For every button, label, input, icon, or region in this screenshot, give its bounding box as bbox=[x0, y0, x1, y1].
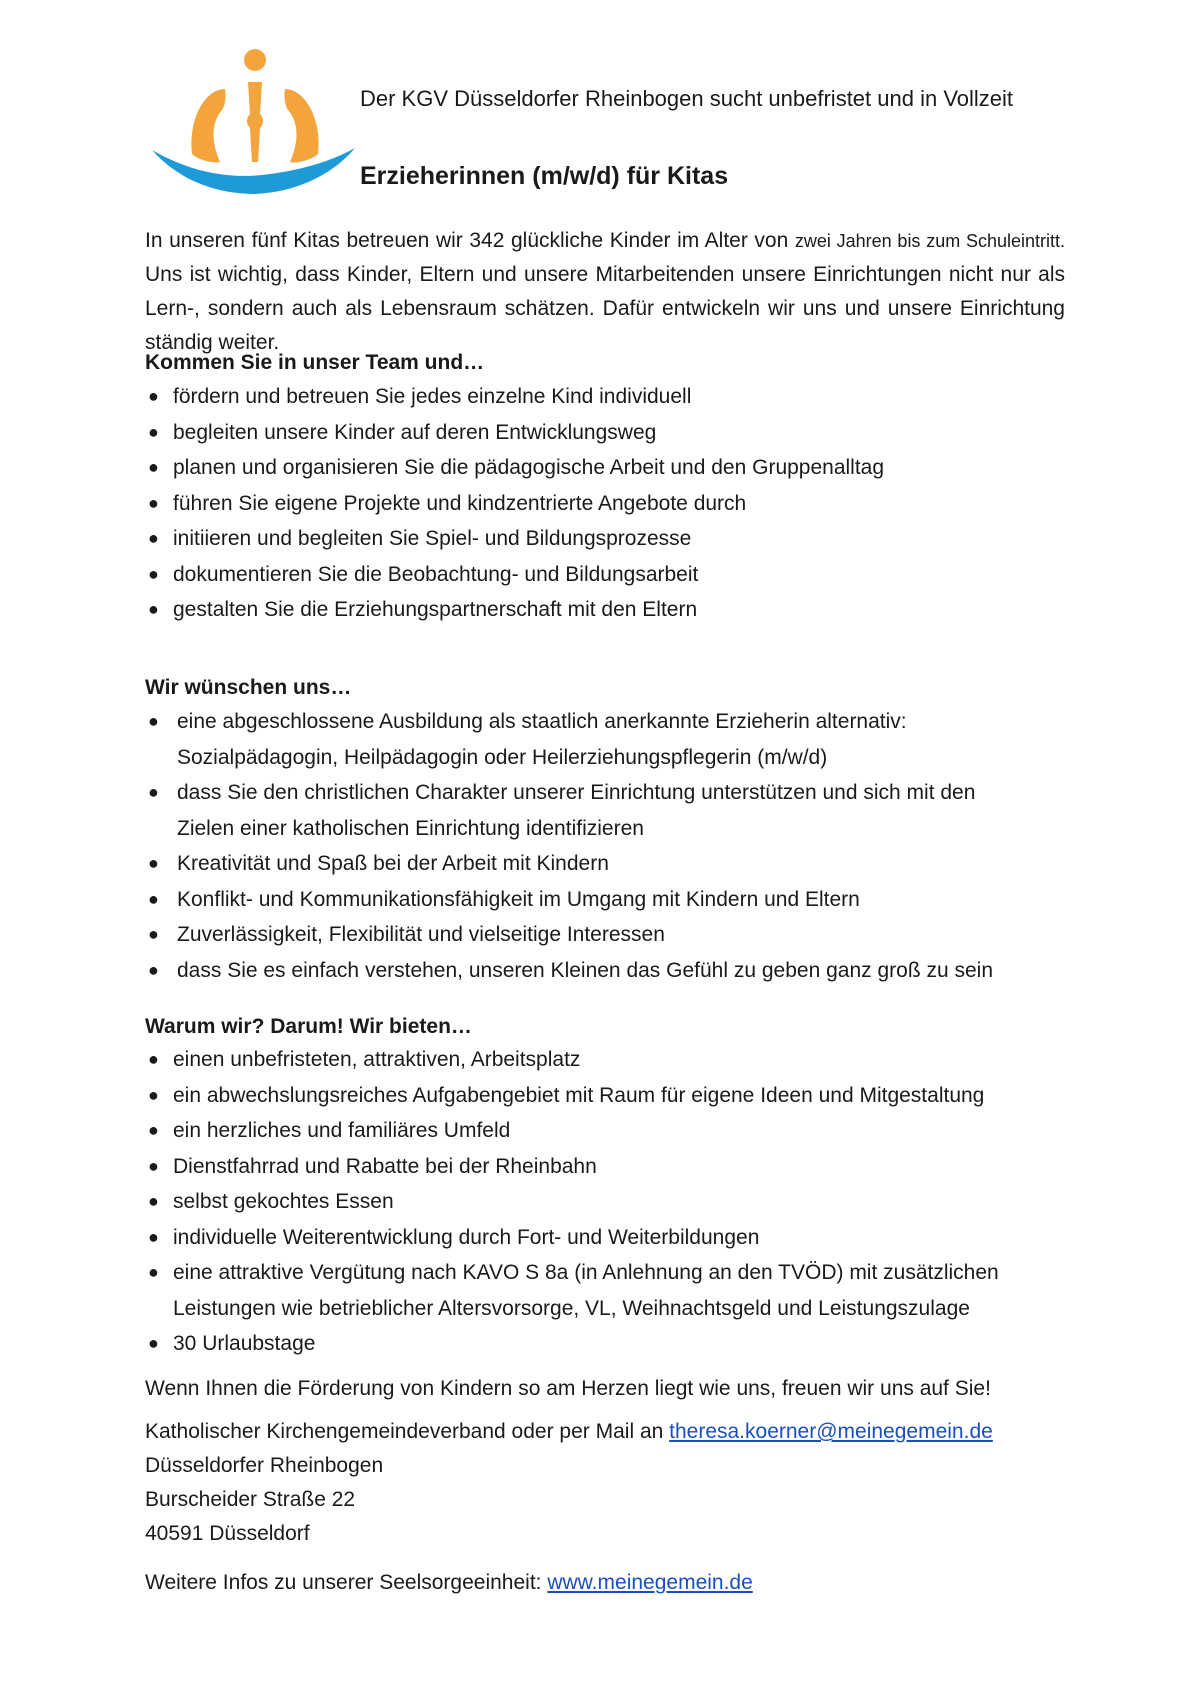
list-item: ● fördern und betreuen Sie jedes einzelne Kind individuell bbox=[145, 379, 1075, 415]
list-item: ● eine abgeschlossene Ausbildung als staatlich anerkannte Erzieherin alternativ: Sozialpädagogin, Heilpädagogin oder Heilerziehungspflegerin (m/w/d) bbox=[145, 704, 1075, 775]
list-item: ● 30 Urlaubstage bbox=[145, 1326, 1075, 1362]
list-item: ● führen Sie eigene Projekte und kindzentrierte Angebote durch bbox=[145, 486, 1075, 522]
list-item: ● dass Sie es einfach verstehen, unseren Kleinen das Gefühl zu geben ganz groß zu sein bbox=[145, 953, 1075, 989]
list-item: ● eine attraktive Vergütung nach KAVO S 8a (in Anlehnung an den TVÖD) mit zusätzlichen Leistungen wie betrieblicher Altersvorsorge, VL, Weihnachtsgeld und Leistungszulage bbox=[145, 1255, 1075, 1326]
intro-paragraph bbox=[145, 224, 1065, 360]
bullet-icon: ● bbox=[148, 1226, 159, 1247]
list-item: ● individuelle Weiterentwicklung durch Fort- und Weiterbildungen bbox=[145, 1220, 1075, 1256]
logo-right-hand bbox=[284, 89, 318, 162]
intro-text-2: Uns ist wichtig, dass Kinder, Eltern und unsere Mitarbeitenden unsere Einrichtungen nicht nur als Lern-, sondern auch als Lebensraum schätzen. Dafür entwickeln wir uns und unsere Einrichtung ständig weiter. bbox=[145, 263, 1065, 354]
bullet-icon: ● bbox=[148, 1155, 159, 1176]
bullet-icon: ● bbox=[148, 1262, 159, 1282]
list-item: ● initiieren und begleiten Sie Spiel- und Bildungsprozesse bbox=[145, 521, 1075, 557]
bullet-icon: ● bbox=[148, 711, 159, 731]
section-offers bbox=[145, 1012, 1075, 1362]
list-item: ● ein herzliches und familiäres Umfeld bbox=[145, 1113, 1075, 1149]
bullet-icon: ● bbox=[148, 563, 159, 584]
team-list bbox=[145, 379, 1075, 628]
logo-left-hand bbox=[191, 89, 225, 162]
website-link[interactable]: www.meinegemein.de bbox=[547, 1571, 753, 1594]
bullet-icon: ● bbox=[148, 1120, 159, 1140]
list-item: ● einen unbefristeten, attraktiven, Arbeitsplatz bbox=[145, 1042, 1075, 1078]
list-item: ● selbst gekochtes Essen bbox=[145, 1184, 1075, 1220]
bullet-icon: ● bbox=[148, 457, 159, 477]
intro-text-small: zwei Jahren bis zum Schuleintritt. bbox=[794, 231, 1065, 251]
address-line-2: Düsseldorfer Rheinbogen bbox=[145, 1454, 384, 1477]
bullet-icon: ● bbox=[148, 782, 159, 802]
list-item: ● Kreativität und Spaß bei der Arbeit mit Kindern bbox=[145, 846, 1075, 882]
job-title: Erzieherinnen (m/w/d) für Kitas bbox=[360, 162, 729, 190]
bullet-icon: ● bbox=[148, 853, 159, 873]
section-wishes bbox=[145, 673, 1075, 988]
more-info: Weitere Infos zu unserer Seelsorgeeinheit: www.meinegemein.de bbox=[145, 1571, 753, 1594]
list-item: ● dokumentieren Sie die Beobachtung- und Bildungsarbeit bbox=[145, 557, 1075, 593]
section-wishes-heading: Wir wünschen uns… bbox=[145, 676, 352, 699]
address-line-4: 40591 Düsseldorf bbox=[145, 1522, 310, 1545]
bullet-icon: ● bbox=[148, 888, 159, 909]
section-offers-heading: Warum wir? Darum! Wir bieten… bbox=[145, 1015, 472, 1038]
section-team bbox=[145, 348, 1075, 628]
bullet-icon: ● bbox=[148, 421, 159, 442]
bullet-icon: ● bbox=[148, 1333, 159, 1353]
list-item: ● planen und organisieren Sie die pädagogische Arbeit und den Gruppenalltag bbox=[145, 450, 1075, 486]
bullet-icon: ● bbox=[148, 959, 159, 980]
address-line-1: Katholischer Kirchengemeindeverband oder per Mail an theresa.koerner@meinegemein.de bbox=[145, 1420, 993, 1443]
bullet-icon: ● bbox=[148, 386, 159, 406]
bullet-icon: ● bbox=[148, 1049, 159, 1069]
bullet-icon: ● bbox=[148, 492, 159, 513]
offers-list bbox=[145, 1042, 1075, 1362]
bullet-icon: ● bbox=[148, 528, 159, 548]
bullet-icon: ● bbox=[148, 599, 159, 619]
closing-text: Wenn Ihnen die Förderung von Kindern so am Herzen liegt wie uns, freuen wir uns auf Sie! bbox=[145, 1377, 991, 1400]
list-item: ● Konflikt- und Kommunikationsfähigkeit im Umgang mit Kindern und Eltern bbox=[145, 882, 1075, 918]
bullet-icon: ● bbox=[148, 1191, 159, 1211]
logo-head-dot bbox=[244, 49, 266, 71]
list-item: ● dass Sie den christlichen Charakter unserer Einrichtung unterstützen und sich mit den Zielen einer katholischen Einrichtung identifizieren bbox=[145, 775, 1075, 846]
section-team-heading: Kommen Sie in unser Team und… bbox=[145, 351, 485, 374]
list-item: ● begleiten unsere Kinder auf deren Entwicklungsweg bbox=[145, 415, 1075, 451]
bullet-icon: ● bbox=[148, 924, 159, 944]
list-item: ● Zuverlässigkeit, Flexibilität und vielseitige Interessen bbox=[145, 917, 1075, 953]
list-item: ● ein abwechslungsreiches Aufgabengebiet mit Raum für eigene Ideen und Mitgestaltung bbox=[145, 1078, 1075, 1114]
email-link[interactable]: theresa.koerner@meinegemein.de bbox=[669, 1420, 993, 1443]
list-item: ● Dienstfahrrad und Rabatte bei der Rheinbahn bbox=[145, 1149, 1075, 1185]
bullet-icon: ● bbox=[148, 1084, 159, 1105]
kgv-logo bbox=[150, 44, 360, 204]
contact-address bbox=[145, 1415, 993, 1551]
wishes-list bbox=[145, 704, 1075, 988]
address-line-3: Burscheider Straße 22 bbox=[145, 1488, 356, 1511]
intro-text-1: In unseren fünf Kitas betreuen wir 342 glückliche Kinder im Alter von bbox=[145, 229, 795, 252]
list-item: ● gestalten Sie die Erziehungspartnerschaft mit den Eltern bbox=[145, 592, 1075, 628]
header-line: Der KGV Düsseldorfer Rheinbogen sucht unbefristet und in Vollzeit bbox=[360, 86, 1014, 111]
logo-center-figure bbox=[247, 82, 263, 162]
